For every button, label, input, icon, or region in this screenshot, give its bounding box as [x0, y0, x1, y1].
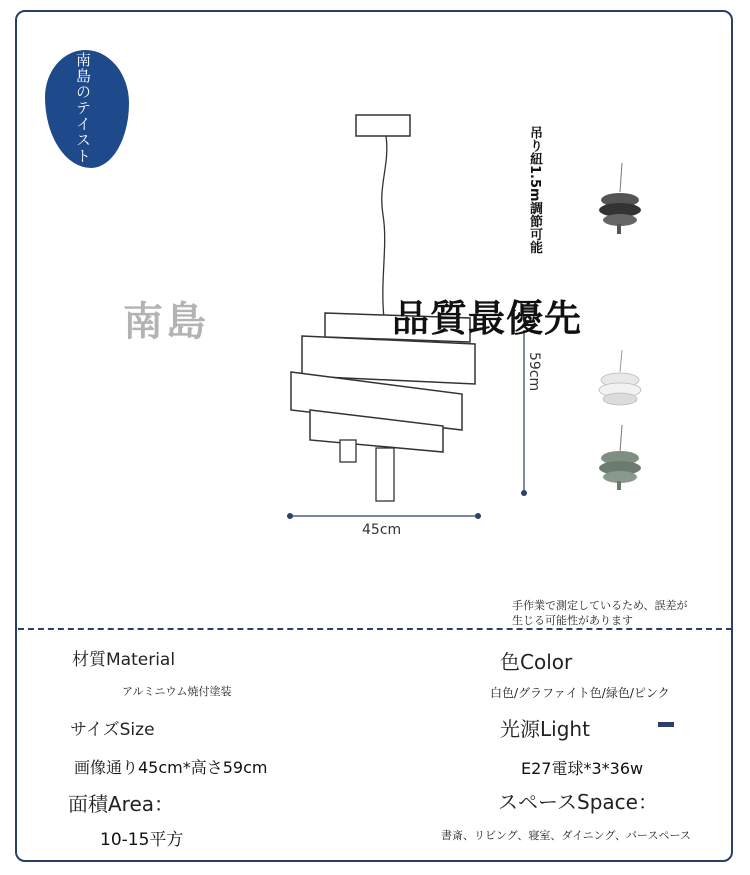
area-label: 面積Area： [68, 792, 175, 816]
width-dim-dot-left [287, 513, 293, 519]
thumbnail-white-lamp [599, 350, 641, 405]
inner-tube-small [340, 440, 356, 462]
area-value: 10-15平方 [100, 830, 184, 850]
brand-name: 南島 [123, 299, 209, 345]
brand-slogan: 品質最優先 [392, 297, 582, 340]
material-label: 材質Material [72, 650, 176, 670]
thumbnail-green-lamp [599, 425, 641, 490]
width-dim-dot-right [475, 513, 481, 519]
color-value: 白色/グラファイト色/緑色/ピンク [490, 686, 670, 700]
light-label: 光源Light [500, 717, 590, 741]
badge-text: 南島のテイスト [74, 52, 92, 164]
size-value: 画像通り45cm*高さ59cm [74, 758, 268, 777]
ceiling-canopy [356, 115, 410, 136]
light-value: E27電球*3*36w [521, 759, 644, 778]
light-bulb-mark [658, 722, 674, 727]
inner-tube-large [376, 448, 394, 501]
color-label: 色Color [500, 650, 573, 674]
section-divider [18, 628, 732, 630]
thumbnail-graphite-lamp [599, 163, 641, 234]
width-label: 45cm [362, 522, 402, 538]
height-dim-dot-bottom [521, 490, 527, 496]
suspension-cord [382, 136, 387, 318]
height-label: 59cm [526, 352, 542, 392]
size-label: サイズSize [70, 720, 155, 740]
space-label: スペースSpace： [498, 790, 658, 814]
cord-length-note: 吊り紐1.5m調節可能 [527, 126, 542, 254]
measurement-disclaimer: 手作業で測定しているため、誤差が生じる可能性があります [512, 599, 688, 627]
space-value: 書斎、リビング、寝室、ダイニング、バースペース [441, 829, 691, 842]
material-value: アルミニウム焼付塗装 [122, 685, 232, 698]
